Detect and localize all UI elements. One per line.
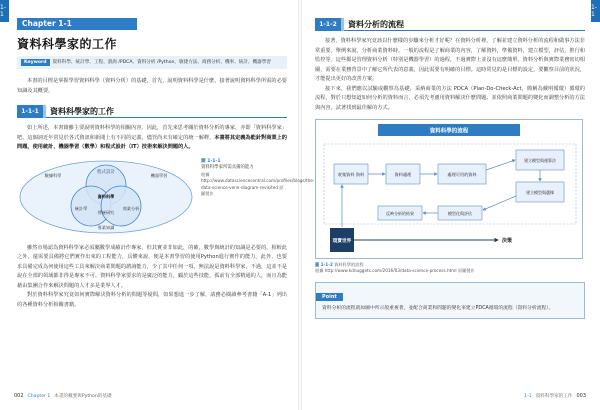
venn-svg	[17, 158, 195, 236]
venn-label-top: 程式設計	[97, 169, 115, 175]
left-page-number: 002	[14, 393, 24, 399]
node-decision-label: 決策	[502, 238, 513, 244]
point-text: 資料分析的流程就如圖中所示般重複著，並配合商業和問題的變化來建立PDCA循環的流程（資料分析流程）。	[322, 306, 554, 311]
keyword-box	[17, 56, 287, 69]
section-number-2: 1-1-2	[315, 18, 341, 31]
venn-label-ml: 機器學習	[150, 172, 168, 178]
keyword-label: Keyword	[21, 59, 50, 66]
right-footer-section: 1-1	[524, 393, 532, 399]
node-product-label: 反映分析的結果	[386, 211, 414, 216]
keyword-list: 資料科學、統計學、工程、諮詢 /PDCA、資料分析 /Python、敏捷方法、商務分析、機率、統計、機器學習	[52, 60, 271, 65]
intro-paragraph: 本書的目標是掌握學習資料科學（資料分析）的基礎，首先，說明資料科學是什麼，接著說明資料科學所需的必要知識及其概要。	[17, 78, 287, 94]
point-box	[315, 282, 585, 319]
right-page-number: 003	[576, 393, 586, 399]
flow-arrow-5	[483, 196, 516, 210]
book-gutter	[298, 0, 302, 410]
body-paragraph-1-text: 如上所述，本書籍雖主要說明資料科學的相關內容，因此，首先來思考關於資料分析的專家，亦即「資料科學家」吧。這個詞近年常見於各式資訊和新聞上有不同的定義，儘管尚未有確定的統一解釋，	[17, 125, 287, 141]
right-page	[315, 18, 585, 319]
venn-label-bottom: 專業知識	[97, 224, 115, 230]
node-explore-label: 處理可用的資料	[447, 172, 477, 177]
node-build-label: 建立模型與選擇	[526, 190, 554, 195]
venn-label-risk: 傳統研究	[97, 209, 115, 215]
chapter-bar: Chapter 1-1	[17, 18, 137, 30]
figure-1-caption	[201, 158, 315, 236]
flow-caption	[315, 262, 585, 274]
body-paragraph-3: 對於資料科學家究竟如何實際解決資料分析的問題等疑問，如果想進一步了解，請務必閱讀參考書籍「A-1」列出的各種資料分析相關書籍。	[17, 292, 287, 308]
flow-svg	[316, 120, 584, 260]
right-side-tab: 1-1	[591, 0, 600, 22]
right-footer-text: 資料科學家的工作	[535, 394, 573, 399]
figure-1-number: 圖 1-1-1	[201, 158, 221, 164]
node-collect-label: 收集資料 資料	[337, 172, 365, 177]
node-clean-label: 資料處理	[394, 172, 412, 177]
right-footer	[524, 393, 590, 399]
node-model-label: 建立模型與運算法	[524, 158, 556, 163]
node-actual-label: 現實世界	[332, 239, 352, 244]
flow-arrow-3	[486, 160, 515, 170]
left-footer-text: 本書的概要與Python的基礎	[54, 394, 112, 399]
figure-1-source: 根據 http://www.datasciencecentral.com/profiles/blogs/the-data-science-venn-diagram-revisited 原圖製作	[201, 171, 315, 196]
left-side-tab: 1-1	[0, 0, 9, 22]
section-number: 1-1-1	[17, 105, 43, 118]
left-page	[17, 18, 315, 310]
section-heading-2	[315, 18, 585, 31]
venn-diagram	[17, 158, 195, 236]
body-paragraph-1-bold: 本書將其定義為能針對商業上的問題，使用統計、機器學習（數學）和程式設計（IT）技術來解決問題的人。	[17, 134, 287, 150]
venn-label-ds: 數據科學	[44, 172, 62, 178]
flow-title: 資料科學的流程	[429, 128, 469, 135]
section-title: 資料科學家的工作	[50, 106, 114, 116]
venn-label-right: 商業分析	[122, 205, 140, 211]
body-paragraph-2: 雖然市場認為資料科學家必須屬數學成績計作專家，但其實並非如此，的確，數學與統計的知識是必要的，相較此之外，還需要具備將它們實作出來的工程能力，具體來說，便是本書學習的使用Python進行實作的能力。此外，也要求具備完成為何使用這些工具來解決商業問題的諮詢能力，少了其中任何一項，無法說是資料科學家，不過，這並不是說在全部的領域都非得是專家不可。資料科學家要求的是廣泛的能力，顧於這些技能，孤前有全部精通的人，而且為能藉由集團合作來解決問題的人才多是業界人才。	[17, 244, 287, 289]
left-footer	[10, 393, 112, 399]
section-heading-1	[17, 105, 287, 118]
figure-1-title: 資料科學家所需具備的能力	[201, 165, 254, 170]
chapter-title: 資料科學家的工作	[17, 37, 118, 51]
right-paragraph-1: 接著，資料科學家究竟該以什麼樣的步驟來分析才好呢？在資料分析裡，了解並建立資料分析的流程和做事方法非常重要。舉例來說，分析商業資料時，一般的流程是了解商業的內容，了解資料，準備資料，建立模型，評估，推行和監控等。這些都是管理資料分析（特別是機器學習）的過程，不過實際上並沒有這麼簡單。資料分析與實際業務密切相關，需要在業務背景中了解它所代表的意義，因此需要有明確的目標。這時常見的是目標的設定，要觀察目前的狀況，才能提出更好的改善方案。	[315, 38, 585, 82]
flow-fig-number: 圖 1-1-2	[315, 262, 333, 267]
flow-fig-text: 資料科學的流程	[334, 262, 364, 267]
body-paragraph-1	[17, 124, 287, 153]
right-paragraph-2: 接下來，我們應以試驗或觀察為基礎，采納商業的方法 PDCA（Plan-Do-Check-Act，簡稱為戴明循環）循環的流程，對於只想知道如何分析的資料而言，必須先考慮用資料解決什麼問題。並依照商業問題的變化而調整分析的方法與內容，試著找到最佳解的方式。	[315, 85, 585, 111]
figure-1-row	[17, 158, 315, 236]
section-title-2: 資料分析的流程	[348, 19, 404, 29]
section-marker-icon	[43, 105, 46, 118]
left-footer-chapter: Chapter 1	[27, 393, 51, 399]
point-label: Point	[316, 293, 343, 301]
venn-label-left: 統計學	[74, 205, 88, 211]
node-evaluate-label: 模型化與評估	[448, 211, 472, 216]
flow-fig-source: 根據 http://www.kdnuggets.com/2016/03/data-science-process.html 原圖製作	[315, 268, 475, 273]
flow-diagram	[315, 119, 583, 259]
venn-label-center: 資料科學	[97, 193, 115, 199]
section-marker-icon-2	[341, 18, 344, 31]
